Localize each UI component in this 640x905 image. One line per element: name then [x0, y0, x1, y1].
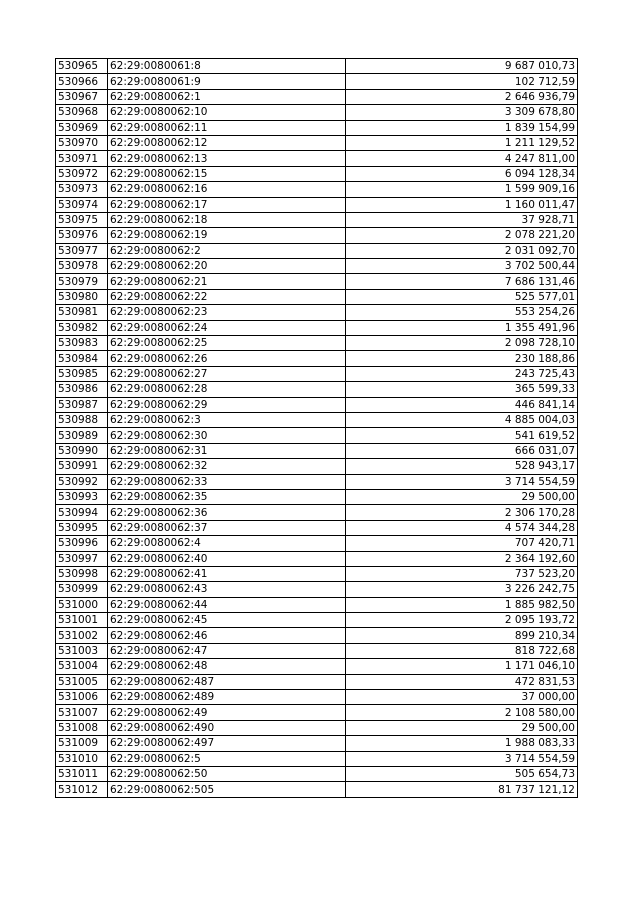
row-id-cell: 531010 — [56, 751, 108, 766]
row-id-cell: 530989 — [56, 428, 108, 443]
cadastral-number-cell: 62:29:0080062:29 — [108, 397, 346, 412]
table-row — [56, 259, 578, 274]
cadastral-number-cell: 62:29:0080062:487 — [108, 674, 346, 689]
table-row — [56, 305, 578, 320]
cadastral-value-cell: 230 188,86 — [346, 351, 578, 366]
table-row — [56, 212, 578, 227]
table-row — [56, 412, 578, 427]
table-row — [56, 151, 578, 166]
row-id-cell: 530998 — [56, 566, 108, 581]
cadastral-value-cell: 2 306 170,28 — [346, 505, 578, 520]
cadastral-value-cell: 3 714 554,59 — [346, 751, 578, 766]
table-row — [56, 505, 578, 520]
table-row — [56, 274, 578, 289]
cadastral-number-cell: 62:29:0080062:19 — [108, 228, 346, 243]
row-id-cell: 530978 — [56, 259, 108, 274]
cadastral-value-cell: 1 839 154,99 — [346, 120, 578, 135]
cadastral-value-cell: 553 254,26 — [346, 305, 578, 320]
cadastral-number-cell: 62:29:0080062:2 — [108, 243, 346, 258]
table-row — [56, 597, 578, 612]
cadastral-value-cell: 2 646 936,79 — [346, 89, 578, 104]
table-row — [56, 643, 578, 658]
cadastral-value-cell: 6 094 128,34 — [346, 166, 578, 181]
cadastral-number-cell: 62:29:0080062:21 — [108, 274, 346, 289]
row-id-cell: 530996 — [56, 536, 108, 551]
cadastral-number-cell: 62:29:0080062:15 — [108, 166, 346, 181]
table-row — [56, 474, 578, 489]
row-id-cell: 530995 — [56, 520, 108, 535]
cadastral-number-cell: 62:29:0080062:11 — [108, 120, 346, 135]
cadastral-number-cell: 62:29:0080061:9 — [108, 74, 346, 89]
cadastral-value-cell: 9 687 010,73 — [346, 59, 578, 74]
row-id-cell: 530973 — [56, 182, 108, 197]
cadastral-number-cell: 62:29:0080062:490 — [108, 720, 346, 735]
row-id-cell: 531006 — [56, 690, 108, 705]
cadastral-value-cell: 29 500,00 — [346, 720, 578, 735]
row-id-cell: 530975 — [56, 212, 108, 227]
table-row — [56, 366, 578, 381]
table-row — [56, 243, 578, 258]
table-row — [56, 690, 578, 705]
cadastral-value-cell: 472 831,53 — [346, 674, 578, 689]
cadastral-value-cell: 446 841,14 — [346, 397, 578, 412]
cadastral-value-cell: 1 885 982,50 — [346, 597, 578, 612]
cadastral-value-cell: 505 654,73 — [346, 766, 578, 781]
table-row — [56, 120, 578, 135]
row-id-cell: 531007 — [56, 705, 108, 720]
cadastral-number-cell: 62:29:0080062:17 — [108, 197, 346, 212]
row-id-cell: 531003 — [56, 643, 108, 658]
table-row — [56, 197, 578, 212]
cadastral-value-cell: 3 714 554,59 — [346, 474, 578, 489]
cadastral-number-cell: 62:29:0080062:16 — [108, 182, 346, 197]
row-id-cell: 531009 — [56, 736, 108, 751]
row-id-cell: 530991 — [56, 459, 108, 474]
cadastral-number-cell: 62:29:0080062:24 — [108, 320, 346, 335]
cadastral-number-cell: 62:29:0080062:47 — [108, 643, 346, 658]
cadastral-value-cell: 3 226 242,75 — [346, 582, 578, 597]
row-id-cell: 530990 — [56, 443, 108, 458]
row-id-cell: 530982 — [56, 320, 108, 335]
cadastral-number-cell: 62:29:0080062:26 — [108, 351, 346, 366]
row-id-cell: 530988 — [56, 412, 108, 427]
row-id-cell: 530968 — [56, 105, 108, 120]
row-id-cell: 530997 — [56, 551, 108, 566]
table-row — [56, 551, 578, 566]
cadastral-number-cell: 62:29:0080062:20 — [108, 259, 346, 274]
table-row — [56, 582, 578, 597]
cadastral-number-cell: 62:29:0080062:3 — [108, 412, 346, 427]
row-id-cell: 531005 — [56, 674, 108, 689]
table-row — [56, 135, 578, 150]
cadastral-number-cell: 62:29:0080062:33 — [108, 474, 346, 489]
table-row — [56, 751, 578, 766]
cadastral-value-cell: 4 885 004,03 — [346, 412, 578, 427]
cadastral-value-cell: 7 686 131,46 — [346, 274, 578, 289]
row-id-cell: 530979 — [56, 274, 108, 289]
cadastral-number-cell: 62:29:0080062:43 — [108, 582, 346, 597]
row-id-cell: 531001 — [56, 613, 108, 628]
cadastral-value-cell: 707 420,71 — [346, 536, 578, 551]
row-id-cell: 530994 — [56, 505, 108, 520]
table-row — [56, 766, 578, 781]
table-row — [56, 520, 578, 535]
table-body — [56, 59, 578, 798]
cadastral-value-cell: 3 309 678,80 — [346, 105, 578, 120]
table-row — [56, 382, 578, 397]
cadastral-value-cell: 1 211 129,52 — [346, 135, 578, 150]
table-row — [56, 74, 578, 89]
cadastral-value-cell: 3 702 500,44 — [346, 259, 578, 274]
row-id-cell: 530972 — [56, 166, 108, 181]
row-id-cell: 530992 — [56, 474, 108, 489]
cadastral-number-cell: 62:29:0080062:497 — [108, 736, 346, 751]
row-id-cell: 531004 — [56, 659, 108, 674]
cadastral-number-cell: 62:29:0080062:1 — [108, 89, 346, 104]
cadastral-value-cell: 37 928,71 — [346, 212, 578, 227]
cadastral-value-cell: 37 000,00 — [346, 690, 578, 705]
cadastral-value-cell: 1 355 491,96 — [346, 320, 578, 335]
cadastral-number-cell: 62:29:0080062:505 — [108, 782, 346, 797]
table-row — [56, 182, 578, 197]
cadastral-value-cell: 525 577,01 — [346, 289, 578, 304]
table-row — [56, 320, 578, 335]
table-row — [56, 336, 578, 351]
cadastral-number-cell: 62:29:0080062:32 — [108, 459, 346, 474]
table-row — [56, 566, 578, 581]
cadastral-value-cell: 2 108 580,00 — [346, 705, 578, 720]
table-row — [56, 166, 578, 181]
cadastral-value-cell: 541 619,52 — [346, 428, 578, 443]
row-id-cell: 530986 — [56, 382, 108, 397]
table-row — [56, 782, 578, 797]
cadastral-value-cell: 4 247 811,00 — [346, 151, 578, 166]
row-id-cell: 530981 — [56, 305, 108, 320]
cadastral-number-cell: 62:29:0080061:8 — [108, 59, 346, 74]
cadastral-number-cell: 62:29:0080062:27 — [108, 366, 346, 381]
cadastral-number-cell: 62:29:0080062:40 — [108, 551, 346, 566]
cadastral-number-cell: 62:29:0080062:10 — [108, 105, 346, 120]
cadastral-number-cell: 62:29:0080062:37 — [108, 520, 346, 535]
row-id-cell: 530966 — [56, 74, 108, 89]
cadastral-number-cell: 62:29:0080062:45 — [108, 613, 346, 628]
table-row — [56, 105, 578, 120]
cadastral-value-cell: 666 031,07 — [346, 443, 578, 458]
cadastral-number-cell: 62:29:0080062:49 — [108, 705, 346, 720]
table-row — [56, 289, 578, 304]
row-id-cell: 530970 — [56, 135, 108, 150]
cadastral-value-cell: 1 988 083,33 — [346, 736, 578, 751]
table-row — [56, 443, 578, 458]
row-id-cell: 530977 — [56, 243, 108, 258]
cadastral-number-cell: 62:29:0080062:23 — [108, 305, 346, 320]
row-id-cell: 531011 — [56, 766, 108, 781]
table-row — [56, 89, 578, 104]
row-id-cell: 530980 — [56, 289, 108, 304]
cadastral-number-cell: 62:29:0080062:41 — [108, 566, 346, 581]
cadastral-number-cell: 62:29:0080062:489 — [108, 690, 346, 705]
cadastral-number-cell: 62:29:0080062:4 — [108, 536, 346, 551]
row-id-cell: 530984 — [56, 351, 108, 366]
row-id-cell: 530993 — [56, 489, 108, 504]
cadastral-value-table — [55, 58, 578, 798]
cadastral-number-cell: 62:29:0080062:30 — [108, 428, 346, 443]
row-id-cell: 531008 — [56, 720, 108, 735]
row-id-cell: 531000 — [56, 597, 108, 612]
cadastral-number-cell: 62:29:0080062:12 — [108, 135, 346, 150]
row-id-cell: 531012 — [56, 782, 108, 797]
table-row — [56, 674, 578, 689]
table-row — [56, 613, 578, 628]
cadastral-number-cell: 62:29:0080062:31 — [108, 443, 346, 458]
table-row — [56, 428, 578, 443]
table-row — [56, 705, 578, 720]
cadastral-value-cell: 737 523,20 — [346, 566, 578, 581]
cadastral-value-cell: 2 364 192,60 — [346, 551, 578, 566]
cadastral-value-cell: 29 500,00 — [346, 489, 578, 504]
cadastral-value-cell: 1 171 046,10 — [346, 659, 578, 674]
row-id-cell: 530999 — [56, 582, 108, 597]
row-id-cell: 530974 — [56, 197, 108, 212]
row-id-cell: 530969 — [56, 120, 108, 135]
table-row — [56, 59, 578, 74]
cadastral-value-cell: 818 722,68 — [346, 643, 578, 658]
row-id-cell: 531002 — [56, 628, 108, 643]
cadastral-number-cell: 62:29:0080062:46 — [108, 628, 346, 643]
table-row — [56, 628, 578, 643]
cadastral-value-cell: 2 095 193,72 — [346, 613, 578, 628]
table-row — [56, 659, 578, 674]
cadastral-number-cell: 62:29:0080062:28 — [108, 382, 346, 397]
row-id-cell: 530976 — [56, 228, 108, 243]
table-row — [56, 736, 578, 751]
row-id-cell: 530967 — [56, 89, 108, 104]
cadastral-value-cell: 81 737 121,12 — [346, 782, 578, 797]
cadastral-value-cell: 365 599,33 — [346, 382, 578, 397]
cadastral-number-cell: 62:29:0080062:22 — [108, 289, 346, 304]
cadastral-value-cell: 2 078 221,20 — [346, 228, 578, 243]
cadastral-number-cell: 62:29:0080062:13 — [108, 151, 346, 166]
row-id-cell: 530983 — [56, 336, 108, 351]
cadastral-value-cell: 102 712,59 — [346, 74, 578, 89]
cadastral-value-cell: 899 210,34 — [346, 628, 578, 643]
cadastral-number-cell: 62:29:0080062:5 — [108, 751, 346, 766]
table-row — [56, 489, 578, 504]
table-row — [56, 536, 578, 551]
cadastral-value-cell: 243 725,43 — [346, 366, 578, 381]
cadastral-value-cell: 2 031 092,70 — [346, 243, 578, 258]
cadastral-number-cell: 62:29:0080062:35 — [108, 489, 346, 504]
cadastral-number-cell: 62:29:0080062:44 — [108, 597, 346, 612]
row-id-cell: 530987 — [56, 397, 108, 412]
table-row — [56, 459, 578, 474]
row-id-cell: 530985 — [56, 366, 108, 381]
cadastral-number-cell: 62:29:0080062:48 — [108, 659, 346, 674]
cadastral-value-cell: 1 599 909,16 — [346, 182, 578, 197]
table-row — [56, 351, 578, 366]
table-row — [56, 228, 578, 243]
row-id-cell: 530971 — [56, 151, 108, 166]
table-row — [56, 397, 578, 412]
cadastral-value-cell: 2 098 728,10 — [346, 336, 578, 351]
cadastral-value-cell: 4 574 344,28 — [346, 520, 578, 535]
table-row — [56, 720, 578, 735]
cadastral-number-cell: 62:29:0080062:25 — [108, 336, 346, 351]
cadastral-value-cell: 1 160 011,47 — [346, 197, 578, 212]
cadastral-number-cell: 62:29:0080062:18 — [108, 212, 346, 227]
row-id-cell: 530965 — [56, 59, 108, 74]
cadastral-number-cell: 62:29:0080062:36 — [108, 505, 346, 520]
cadastral-value-cell: 528 943,17 — [346, 459, 578, 474]
cadastral-number-cell: 62:29:0080062:50 — [108, 766, 346, 781]
